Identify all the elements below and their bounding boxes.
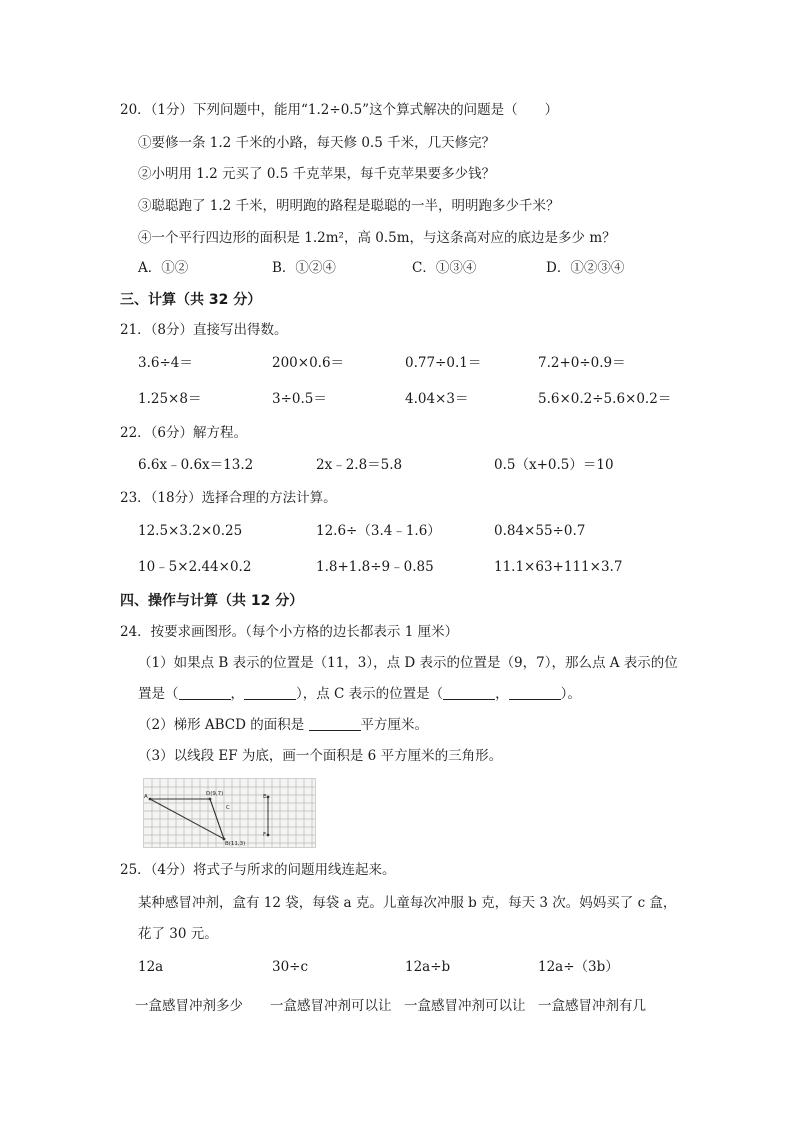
q24-part1-text: 置是（ [138, 686, 179, 702]
q25-question[interactable]: 一盒感冒冲剂多少 [135, 998, 243, 1014]
grid-svg [144, 779, 315, 847]
point-a [149, 798, 152, 801]
q24-part2-text: 平方厘米。 [360, 717, 429, 733]
q21-calc: 200×0.6＝ [272, 355, 345, 371]
q22-stem: 22．（6分）解方程。 [120, 425, 248, 441]
q25-question[interactable]: 一盒感冒冲剂有几 [538, 998, 646, 1014]
q24-part2 [138, 715, 428, 735]
q25-text-line1: 某种感冒冲剂，盒有 12 袋，每袋 a 克。儿童每次冲服 b 克，每天 3 次。妈妈买了 c 盒， [138, 895, 677, 911]
q22-equation: 2x﹣2.8＝5.8 [316, 457, 403, 473]
q23-expr: 1.8+1.8÷9﹣0.85 [316, 559, 434, 575]
q20-item-1: ①要修一条 1.2 千米的小路，每天修 0.5 千米，几天修完？ [138, 135, 496, 151]
q22-equation: 6.6x﹣0.6x＝13.2 [138, 457, 254, 473]
q20-option-b[interactable]: B．①②④ [272, 260, 336, 276]
q21-calc: 5.6×0.2÷5.6×0.2＝ [538, 391, 672, 407]
grid-lines [144, 779, 315, 847]
label-b: B(11,3) [225, 841, 246, 847]
point-c-x-blank[interactable] [443, 685, 495, 700]
q25-question[interactable]: 一盒感冒冲剂可以让 [270, 998, 392, 1014]
q24-part1-text: ）。 [560, 686, 581, 702]
q20-option-d[interactable]: D．①②③④ [546, 260, 625, 276]
q25-text-line2: 花了 30 元。 [138, 926, 218, 942]
q21-calc: 7.2+0÷0.9＝ [538, 355, 626, 371]
q23-expr: 10﹣5×2.44×0.2 [138, 559, 252, 575]
q22-equation: 0.5（x+0.5）＝10 [494, 457, 614, 473]
q25-expr[interactable]: 30÷c [272, 959, 309, 975]
q24-part1-line2 [138, 684, 581, 704]
q20-item-3: ③聪聪跑了 1.2 千米，明明跑的路程是聪聪的一半，明明跑多少千米？ [138, 198, 560, 214]
q24-part3: （3）以线段 EF 为底，画一个面积是 6 平方厘米的三角形。 [138, 748, 503, 764]
q21-calc: 3.6÷4＝ [138, 355, 193, 371]
point-b [223, 838, 226, 841]
q24-part1-text: ），点 C 表示的位置是（ [296, 686, 444, 702]
q25-expr[interactable]: 12a÷b [405, 959, 451, 975]
q20-stem: 20．（1分）下列问题中，能用“1.2÷0.5”这个算式解决的问题是（ ） [120, 102, 559, 118]
q23-expr: 11.1×63+111×3.7 [494, 559, 623, 575]
q21-calc: 0.77÷0.1＝ [405, 355, 482, 371]
q21-calc: 4.04×3＝ [405, 391, 469, 407]
q25-question[interactable]: 一盒感冒冲剂可以让 [404, 998, 526, 1014]
point-a-x-blank[interactable] [179, 685, 231, 700]
point-e [267, 796, 270, 799]
q24-part1-line1: （1）如果点 B 表示的位置是（11，3），点 D 表示的位置是（9，7），那么点 A 表示的位 [138, 655, 678, 671]
q20-option-a[interactable]: A．①② [138, 260, 189, 276]
q25-stem: 25．（4分）将式子与所求的问题用线连起来。 [120, 862, 396, 878]
label-e: E [263, 794, 267, 800]
q25-expr[interactable]: 12a÷（3b） [538, 959, 619, 975]
q23-expr: 12.6÷（3.4﹣1.6） [316, 523, 441, 539]
comma: ， [230, 686, 244, 702]
q20-item-4: ④一个平行四边形的面积是 1.2m²，高 0.5m，与这条高对应的底边是多少 m？ [138, 230, 616, 246]
point-f [267, 834, 270, 837]
q23-expr: 12.5×3.2×0.25 [138, 523, 243, 539]
q25-expr[interactable]: 12a [138, 959, 164, 975]
label-c: C [226, 805, 230, 811]
label-d: D(9,7) [206, 791, 224, 797]
point-a-y-blank[interactable] [244, 685, 296, 700]
q23-stem: 23．（18分）选择合理的方法计算。 [120, 490, 337, 506]
section-3-heading: 三、计算（共 32 分） [120, 292, 262, 308]
label-f: F [263, 832, 267, 838]
grid-figure [143, 778, 316, 848]
point-c-y-blank[interactable] [509, 685, 561, 700]
comma: ， [495, 686, 509, 702]
q23-expr: 0.84×55÷0.7 [494, 523, 586, 539]
q24-part2-text: （2）梯形 ABCD 的面积是 [138, 717, 305, 733]
q24-stem: 24．按要求画图形。（每个小方格的边长都表示 1 厘米） [120, 624, 459, 640]
label-a: A [144, 794, 148, 800]
q21-calc: 1.25×8＝ [138, 391, 202, 407]
q21-calc: 3÷0.5＝ [272, 391, 327, 407]
q20-item-2: ②小明用 1.2 元买了 0.5 千克苹果，每千克苹果要多少钱？ [138, 166, 496, 182]
section-4-heading: 四、操作与计算（共 12 分） [120, 593, 304, 609]
q20-option-c[interactable]: C．①③④ [412, 260, 477, 276]
q21-stem: 21．（8分）直接写出得数。 [120, 322, 288, 338]
trapezoid-area-blank[interactable] [309, 716, 361, 731]
point-d [209, 798, 212, 801]
